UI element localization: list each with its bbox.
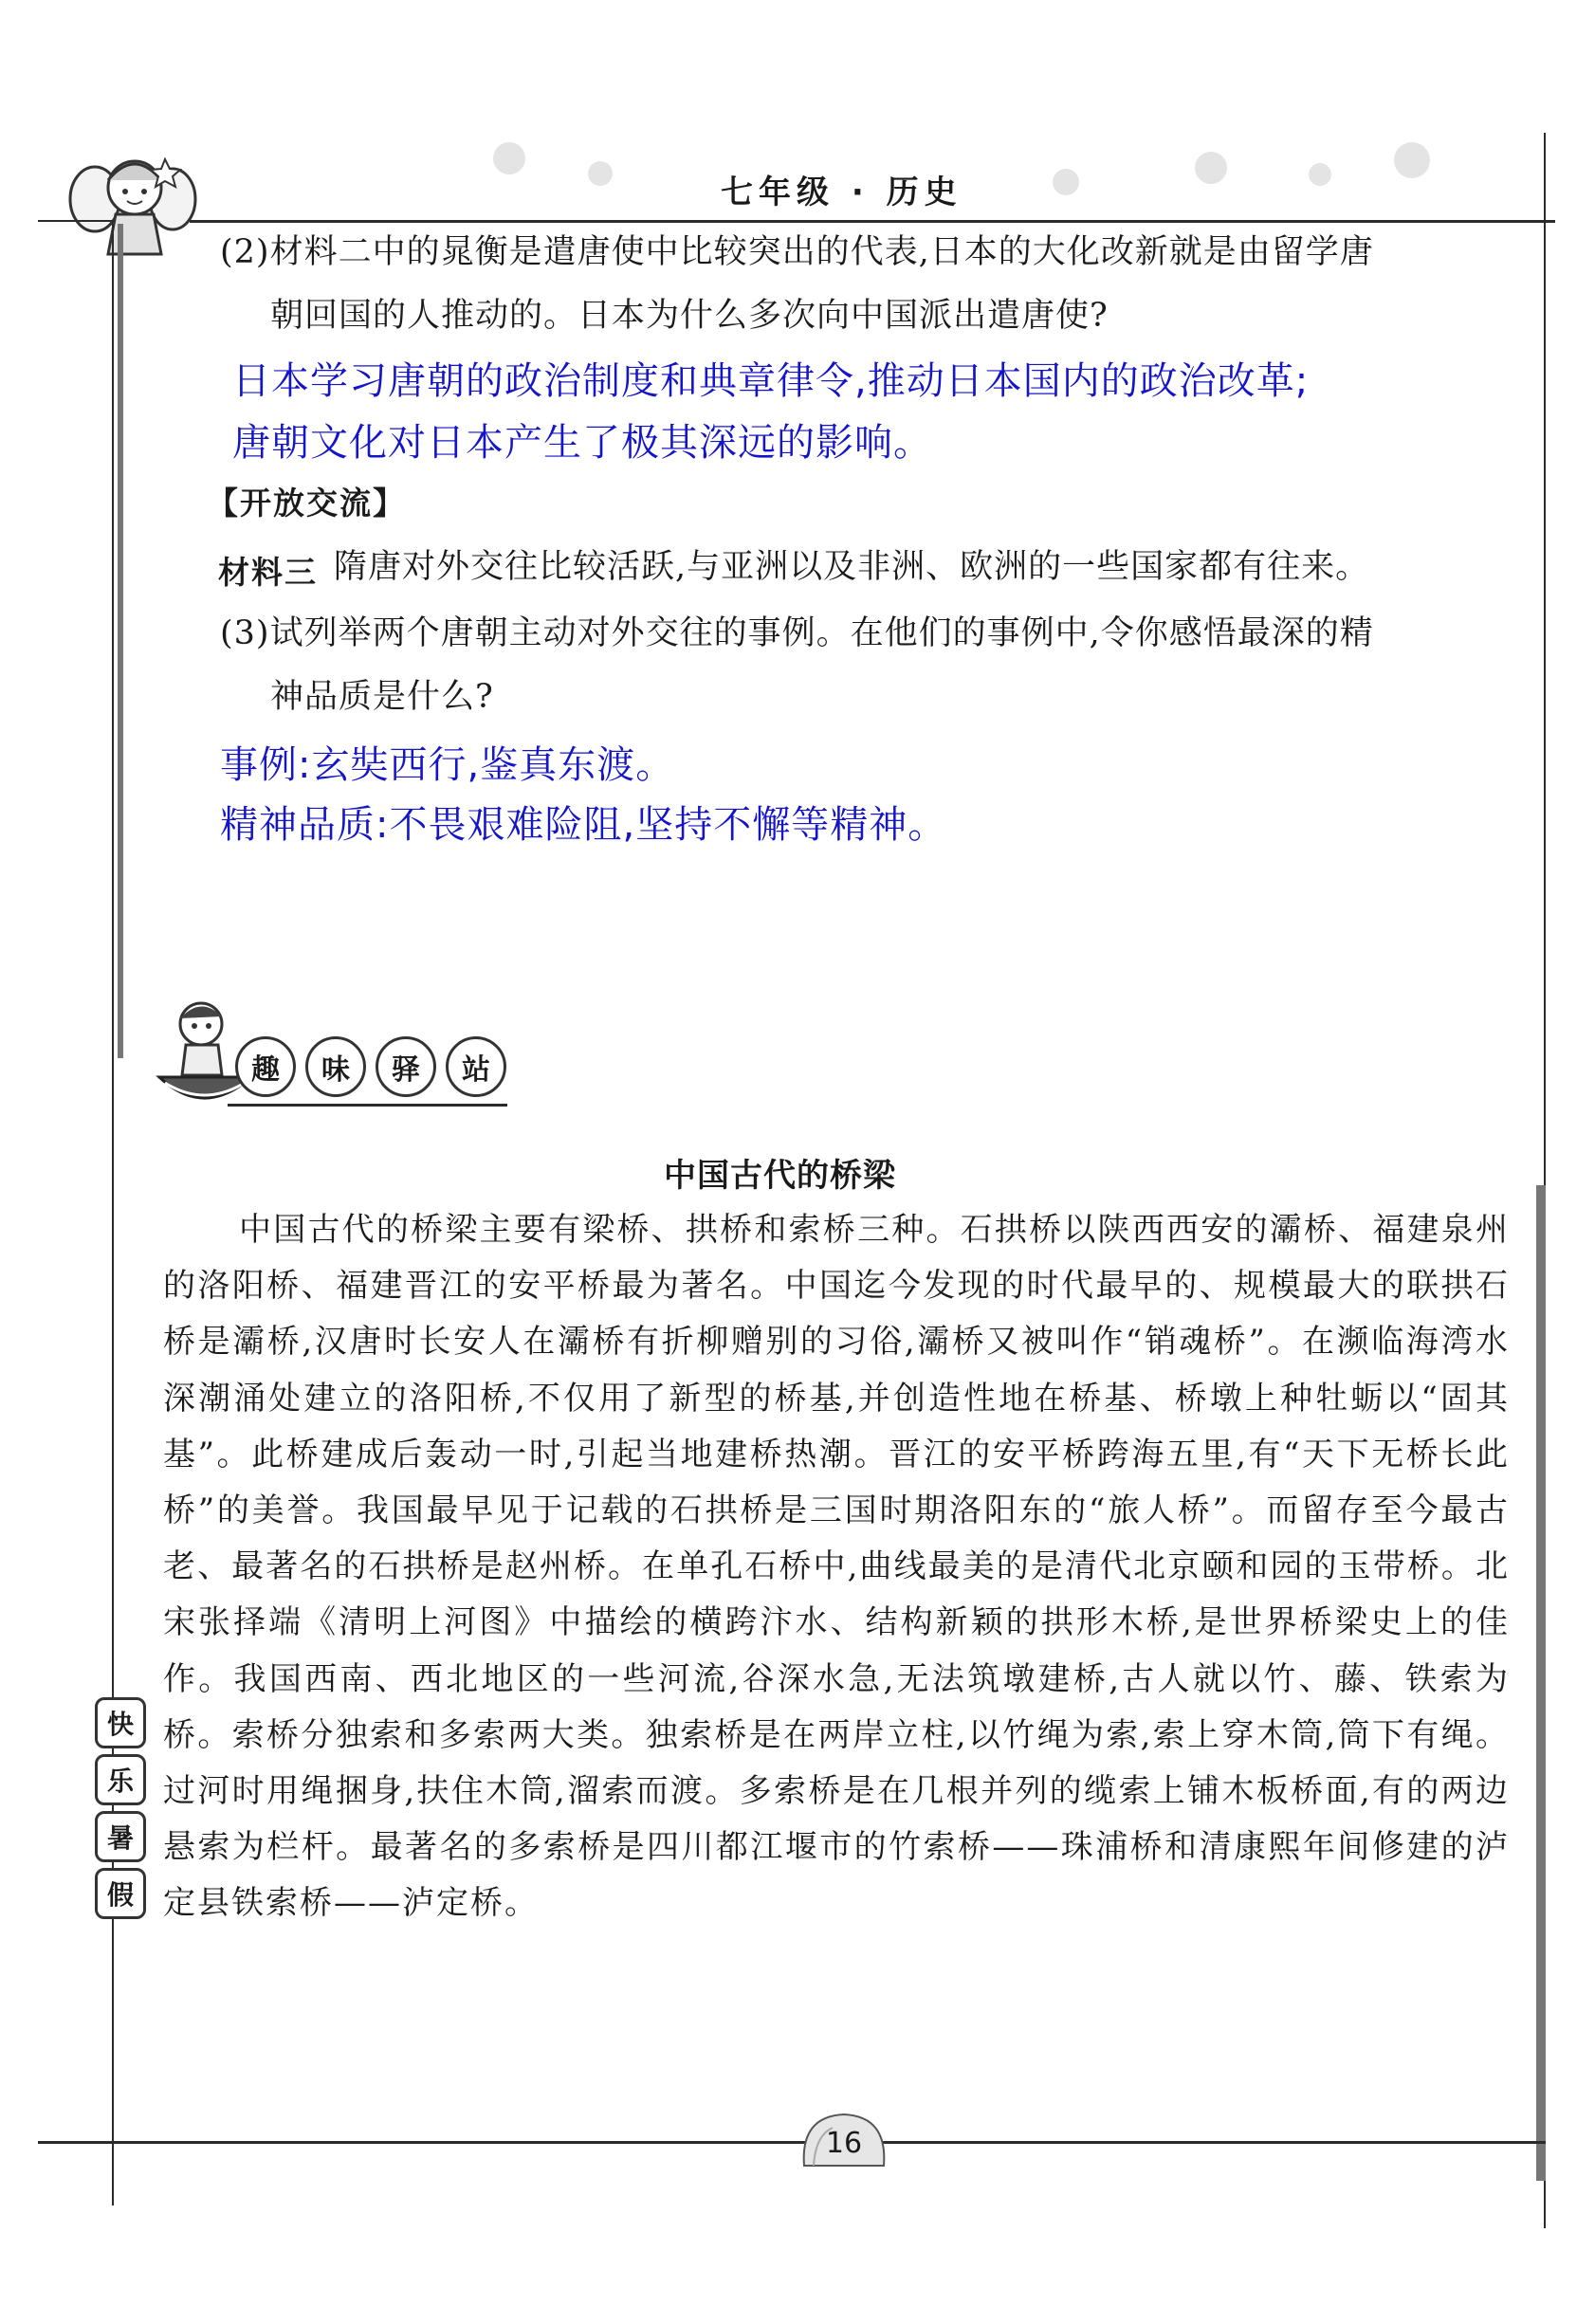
side-tab-char: 乐 xyxy=(95,1754,146,1805)
question-2-answer-line1: 日本学习唐朝的政治制度和典章律令,推动日本国内的政治改革; xyxy=(232,359,1310,403)
fun-station-char: 趣 xyxy=(235,1036,296,1097)
header-dot xyxy=(493,142,525,174)
header-dot xyxy=(1309,163,1331,186)
side-tab-char: 快 xyxy=(95,1697,146,1748)
fairy-mascot-icon xyxy=(66,142,199,265)
header-dot xyxy=(588,161,613,186)
essay-body: 中国古代的桥梁主要有梁桥、拱桥和索桥三种。石拱桥以陕西西安的灞桥、福建泉州的洛阳桥、福建晋江的安平桥最为著名。中国迄今发现的时代最早的、规模最大的联拱石桥是灞桥,汉唐时长安人在灞桥有折柳赠别的习俗,灞桥又被叫作“销魂桥”。在濒临海湾水深潮涌处建立的洛阳桥,不仅用了新型的桥基,并创造性地在桥基、桥墩上种牡蛎以“固其基”。此桥建成后轰动一时,引起当地建桥热潮。晋江的安平桥跨海五里,有“天下无桥长此桥”的美誉。我国最早见于记载的石拱桥是三国时期洛阳东的“旅人桥”。而留存至今最古老、最著名的石拱桥是赵州桥。在单孔石桥中,曲线最美的是清代北京颐和园的玉带桥。北宋张择端《清明上河图》中描绘的横跨汴水、结构新颖的拱形木桥,是世界桥梁史上的佳作。我国西南、西北地区的一些河流,谷深水急,无法筑墩建桥,古人就以竹、藤、铁索为桥。索桥分独索和多索两大类。独索桥是在两岸立柱,以竹绳为索,索上穿木筒,筒下有绳。过河时用绳捆身,扶住木筒,溜索而渡。多索桥是在几根并列的缆索上铺木板桥面,有的两边悬索为栏杆。最著名的多索桥是四川都江堰市的竹索桥——珠浦桥和清康熙年间修建的泸定县铁索桥——泸定桥。 xyxy=(163,1211,1510,1923)
material-3-label: 材料三 xyxy=(218,554,318,591)
question-2-line1: (2)材料二中的晁衡是遣唐使中比较突出的代表,日本的大化改新就是由留学唐 xyxy=(220,233,1374,271)
header-rule-left xyxy=(38,220,114,222)
footer-rule xyxy=(38,2141,1546,2144)
fun-station-char: 站 xyxy=(446,1036,506,1097)
page-number: 16 xyxy=(825,2126,863,2160)
question-2-line2: 朝回国的人推动的。日本为什么多次向中国派出遣唐使? xyxy=(270,297,1109,335)
question-3-line2: 神品质是什么? xyxy=(270,678,494,716)
question-3-line1: (3)试列举两个唐朝主动对外交往的事例。在他们的事例中,令你感悟最深的精 xyxy=(220,614,1374,652)
section-heading-open-exchange: 【开放交流】 xyxy=(207,485,406,522)
header-rule xyxy=(190,220,1555,223)
page-header-title: 七年级 · 历史 xyxy=(721,174,962,211)
header-dot xyxy=(1394,142,1430,178)
header-dot xyxy=(1195,152,1227,184)
side-tab-char: 暑 xyxy=(95,1811,146,1862)
fun-station-underline xyxy=(228,1104,507,1107)
question-3-answer-line1: 事例:玄奘西行,鉴真东渡。 xyxy=(220,743,675,787)
margin-rule-right-thick xyxy=(1536,1185,1546,2181)
essay-title: 中国古代的桥梁 xyxy=(664,1157,896,1195)
margin-rule-left-thick xyxy=(118,224,123,1058)
question-2-answer-line2: 唐朝文化对日本产生了极其深远的影响。 xyxy=(232,421,932,465)
header-dot xyxy=(1053,169,1079,195)
fun-station-char: 味 xyxy=(305,1036,366,1097)
fun-station-char: 驿 xyxy=(376,1036,436,1097)
side-tab-char: 假 xyxy=(95,1868,146,1919)
material-3-text: 隋唐对外交往比较活跃,与亚洲以及非洲、欧洲的一些国家都有往来。 xyxy=(334,548,1370,586)
question-3-answer-line2: 精神品质:不畏艰难险阻,坚持不懈等精神。 xyxy=(220,803,947,847)
